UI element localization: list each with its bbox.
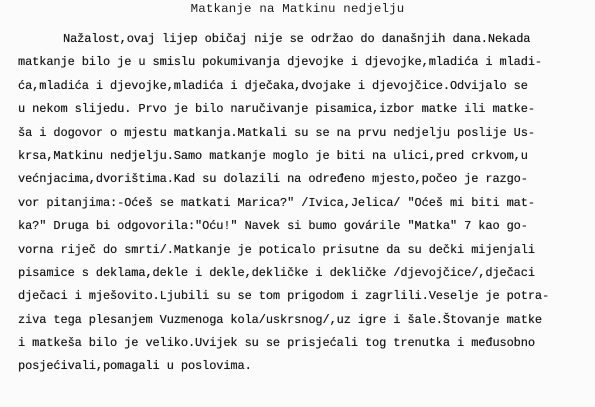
text-line: vorna riječ do smrti/.Matkanje je poticalo prisutne da su dečki mijenjali bbox=[18, 242, 535, 257]
text-line: dječaci i mješovito.Ljubili su se tom prigodom i zagrlili.Veselje je potra- bbox=[18, 289, 550, 304]
text-line: i matkeša bilo je veliko.Uvijek su se prisjećali tog trenutka i međusobno bbox=[18, 336, 535, 351]
text-line: Nažalost,ovaj lijep običaj nije se održao do današnjih dana.Nekada bbox=[63, 32, 531, 46]
text-line: ka?" Druga bi odgovorila:"Oću!" Navek si bumo govárile "Matka" 7 kao go- bbox=[18, 219, 528, 234]
text-line: matkanje bilo je u smislu pokumivanja djevojke i djevojke,mladića i mladi- bbox=[18, 55, 543, 70]
text-line: u nekom slijedu. Prvo je bilo naručivanje pisamica,izbor matke ili matke- bbox=[18, 102, 535, 117]
text-line: ziva tega plesanjem Vuzmenoga kola/uskrsnog/,uz igre i šale.Štovanje matke bbox=[18, 312, 543, 327]
text-line: većnjacima,dvorištima.Kad su dolazili na određeno mjesto,počeo je razgo- bbox=[18, 172, 528, 187]
text-line: ša i dogovor o mjestu matkanja.Matkali su se na prvu nedjelju poslije Us- bbox=[18, 125, 535, 140]
text-line: ća,mladića i djevojke,mladića i dječaka,dvojake i djevojčice.Odvijalo se bbox=[18, 78, 528, 93]
text-line: vor pitanjima:-Oćeš se matkati Marica?" /Ivica,Jelica/ "Oćeš mi biti mat- bbox=[18, 195, 535, 210]
text-line: krsa,Matkinu nedjelju.Samo matkanje moglo je biti na ulici,pred crkvom,u bbox=[18, 148, 528, 163]
text-line: pisamice s deklama,dekle i dekle,dekličke i dekličke /djevojčice/,dječaci bbox=[18, 265, 535, 280]
text-line: posjećivali,pomagali u poslovima. bbox=[18, 359, 252, 374]
page-title: Matkanje na Matkinu nedjelju bbox=[190, 2, 405, 16]
body-text bbox=[18, 28, 592, 379]
